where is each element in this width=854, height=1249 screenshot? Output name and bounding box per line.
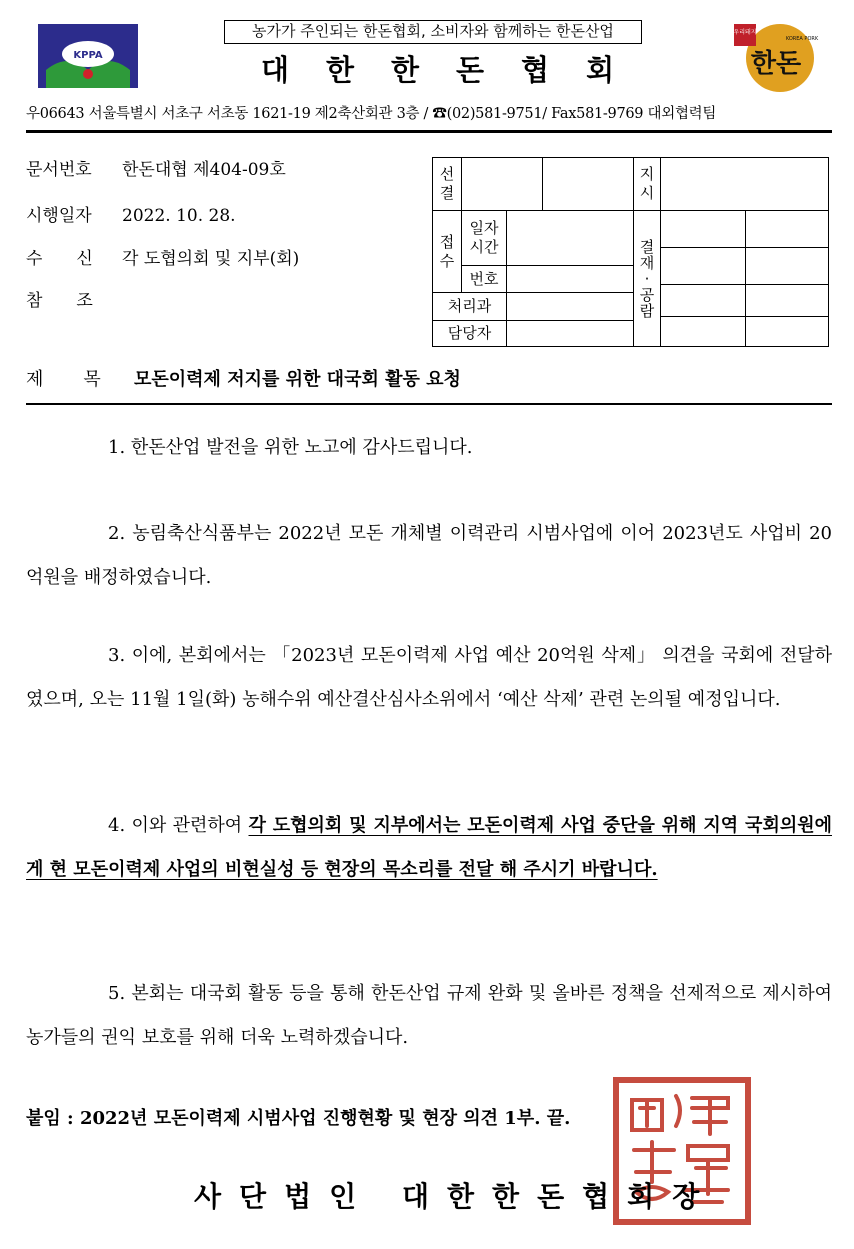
cell-gyeoljae: 결 재 · 공 람 [633, 210, 661, 347]
hanton-logo-text: 한돈 [750, 49, 802, 79]
recipient-label: 수신 [26, 249, 127, 269]
cell-gyeoljae-1a[interactable] [660, 210, 746, 248]
paragraph-5 [26, 972, 832, 1060]
cell-cheorigwa: 처리과 [432, 292, 507, 321]
paragraph-1-text: 1. 한돈산업 발전을 위한 노고에 감사드립니다. [108, 437, 473, 458]
cell-gyeoljae-4b[interactable] [745, 316, 829, 347]
cell-damdangja-value[interactable] [506, 320, 634, 347]
doc-number-value: 한돈대협 제404-09호 [122, 160, 286, 180]
cell-beonho: 번호 [461, 265, 507, 293]
cell-seongyeol-1[interactable] [461, 157, 543, 211]
organization-title: 대한한돈협회 [261, 53, 652, 87]
cell-gyeoljae-4a[interactable] [660, 316, 746, 347]
cell-cheorigwa-value[interactable] [506, 292, 634, 321]
slogan-box: 농가가 주인되는 한돈협회, 소비자와 함께하는 한돈산업 [224, 20, 642, 44]
subject-row [26, 366, 832, 394]
hanton-logo [732, 18, 822, 96]
paragraph-2 [26, 512, 832, 600]
cell-ilja-value[interactable] [506, 210, 634, 266]
cell-damdangja: 담당자 [432, 320, 507, 347]
ilja-label: 일자 [469, 219, 499, 237]
signature-line: 사단법인 대한한돈협회장 [194, 1180, 718, 1213]
paragraph-4-lead: 4. 이와 관련하여 [108, 815, 249, 836]
paragraph-3-text: 3. 이에, 본회에서는 「2023년 모돈이력제 사업 예산 20억원 삭제」 의견을 국회에 전달하였으며, 오는 11월 1일(화) 농해수위 예산결산심사소위에서 ‘예산 삭제’ 관련 논의될 예정입니다. [26, 645, 832, 710]
subject-value: 모돈이력제 저지를 위한 대국회 활동 요청 [134, 369, 461, 390]
sigan-label: 시간 [469, 238, 499, 256]
cell-jisi: 지 시 [633, 157, 661, 211]
kppa-logo-text: KPPA [73, 50, 103, 61]
address-line: 우06643 서울특별시 서초구 서초동 1621-19 제2축산회관 3층 / ☎(02)581-9751/ Fax581-9769 대외협력팀 [26, 106, 717, 122]
paragraph-5-text: 5. 본회는 대국회 활동 등을 통해 한돈산업 규제 완화 및 올바른 정책을 선제적으로 제시하여 농가들의 권익 보호를 위해 더욱 노력하겠습니다. [26, 983, 832, 1048]
cell-jisi-value[interactable] [660, 157, 829, 211]
paragraph-1 [26, 426, 832, 470]
reference-label: 참조 [26, 291, 127, 311]
cell-gyeoljae-2b[interactable] [745, 247, 829, 285]
paragraph-4 [26, 804, 832, 892]
hanton-logo-sub: KOREA PORK [785, 36, 819, 42]
paragraph-4-emphasis: 각 도협의회 및 지부에서는 모돈이력제 사업 중단을 위해 지역 국회의원에게 현 모돈이력제 사업의 비현실성 등 현장의 목소리를 전달 해 주시기 바랍니다. [26, 815, 832, 880]
paragraph-3 [26, 634, 832, 722]
attachment-line: 붙임 : 2022년 모돈이력제 시범사업 진행현황 및 현장 의견 1부. 끝. [26, 1108, 571, 1129]
header-divider [26, 130, 832, 133]
doc-number-row [26, 158, 286, 182]
hanton-logo-badge: 우리돼지 [733, 29, 757, 36]
cell-seongyeol: 선 결 [432, 157, 462, 211]
kppa-logo [38, 24, 138, 88]
cell-gyeoljae-3a[interactable] [660, 284, 746, 317]
recipient-row [26, 247, 299, 271]
approval-grid [432, 157, 829, 347]
cell-gyeoljae-2a[interactable] [660, 247, 746, 285]
date-value: 2022. 10. 28. [122, 206, 236, 226]
recipient-value: 각 도협의회 및 지부(회) [122, 249, 300, 269]
cell-gyeoljae-1b[interactable] [745, 210, 829, 248]
cell-jeopsu: 접 수 [432, 210, 462, 293]
subject-divider [26, 403, 832, 405]
cell-seongyeol-2[interactable] [542, 157, 634, 211]
cell-beonho-value[interactable] [506, 265, 634, 293]
date-row [26, 204, 236, 228]
paragraph-2-text: 2. 농림축산식품부는 2022년 모돈 개체별 이력관리 시범사업에 이어 2023년도 사업비 20억원을 배정하였습니다. [26, 523, 832, 588]
cell-ilja-sigan [461, 210, 507, 266]
cell-gyeoljae-3b[interactable] [745, 284, 829, 317]
doc-number-label: 문서번호 [26, 160, 92, 180]
reference-row [26, 289, 127, 313]
subject-label: 제목 [26, 369, 141, 390]
paragraph-4-text [26, 804, 832, 892]
date-label: 시행일자 [26, 206, 92, 226]
